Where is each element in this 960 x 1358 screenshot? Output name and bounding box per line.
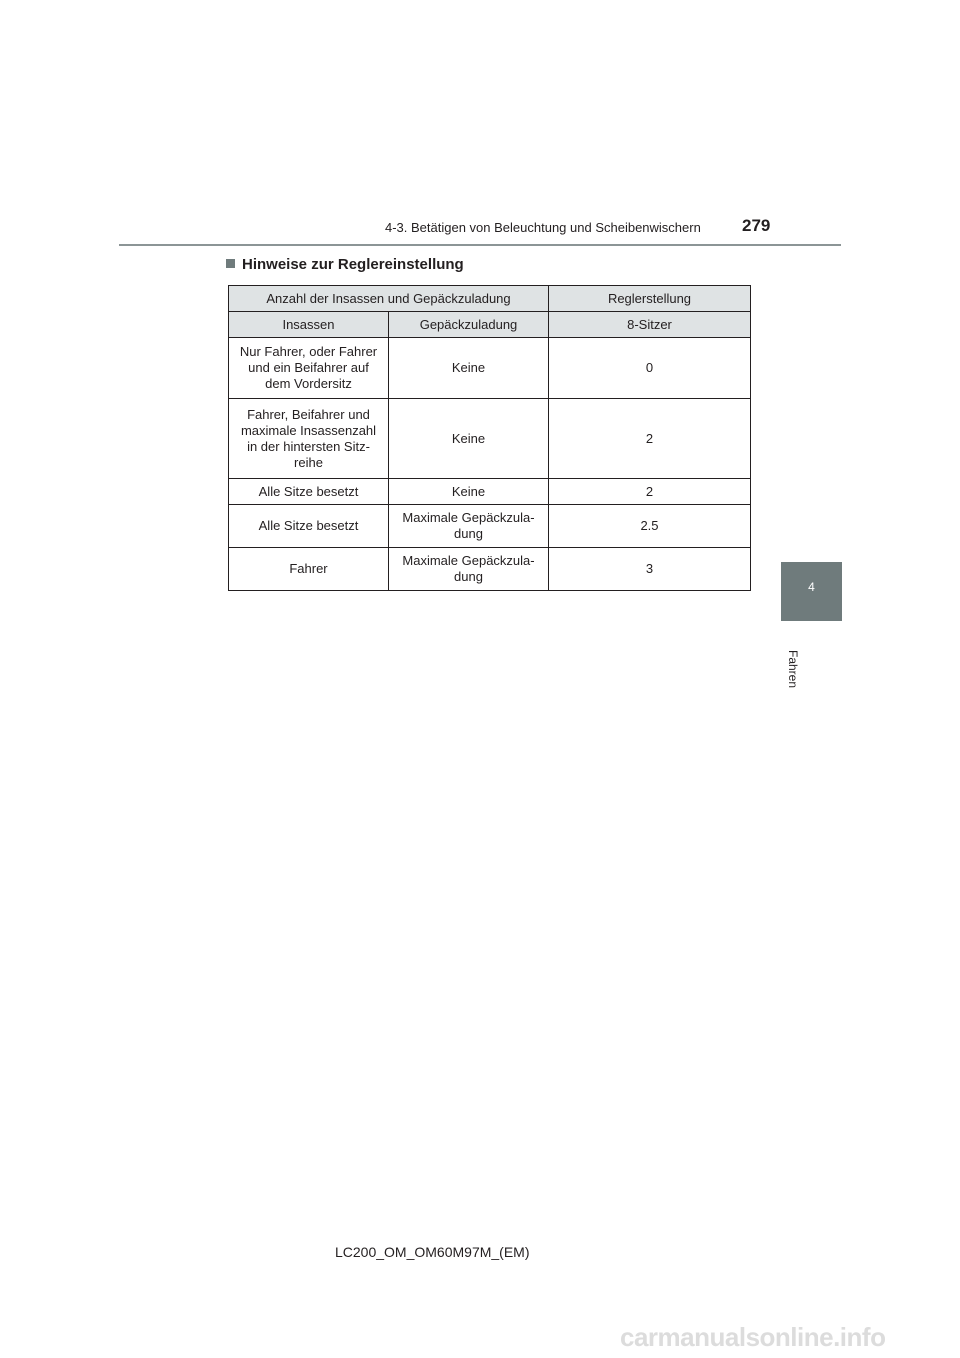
cell-luggage: Maximale Gepäckzula-dung: [389, 505, 549, 548]
adjustment-table: [228, 285, 751, 591]
table-row: [229, 479, 751, 505]
cell-setting: 2: [549, 399, 751, 479]
cell-luggage: Maximale Gepäckzula-dung: [389, 548, 549, 591]
header-occupants-luggage: Anzahl der Insassen und Gepäckzuladung: [229, 286, 549, 312]
chapter-tab: [781, 562, 842, 621]
cell-occupants: Nur Fahrer, oder Fahrer und ein Beifahrer auf dem Vordersitz: [229, 338, 389, 399]
cell-setting: 2: [549, 479, 751, 505]
cell-occupants: Fahrer, Beifahrer und maximale Insassenzahl in der hintersten Sitz-reihe: [229, 399, 389, 479]
watermark: carmanualsonline.info: [620, 1322, 886, 1352]
chapter-number: 4: [808, 580, 815, 594]
cell-setting: 3: [549, 548, 751, 591]
cell-setting: 0: [549, 338, 751, 399]
cell-occupants: Alle Sitze besetzt: [229, 479, 389, 505]
table-row: [229, 505, 751, 548]
cell-luggage: Keine: [389, 338, 549, 399]
square-bullet-icon: [226, 259, 235, 268]
header-regulator-setting: Reglerstellung: [549, 286, 751, 312]
page-number: 279: [742, 216, 771, 235]
section-heading-text: Hinweise zur Reglereinstellung: [242, 256, 464, 273]
cell-setting: 2.5: [549, 505, 751, 548]
header-seats: 8-Sitzer: [549, 312, 751, 338]
header-divider: [119, 244, 841, 246]
header-section-title: 4-3. Betätigen von Beleuchtung und Scheibenwischern: [385, 220, 701, 235]
table-row: [229, 399, 751, 479]
chapter-label: Fahren: [786, 650, 800, 689]
document-code: LC200_OM_OM60M97M_(EM): [335, 1244, 530, 1260]
cell-luggage: Keine: [389, 399, 549, 479]
cell-luggage: Keine: [389, 479, 549, 505]
section-heading: [226, 256, 464, 273]
table-subheader-row: [229, 312, 751, 338]
table-row: [229, 548, 751, 591]
header-occupants: Insassen: [229, 312, 389, 338]
cell-occupants: Fahrer: [229, 548, 389, 591]
table-row: [229, 338, 751, 399]
table-header-row: [229, 286, 751, 312]
cell-occupants: Alle Sitze besetzt: [229, 505, 389, 548]
header-luggage: Gepäckzuladung: [389, 312, 549, 338]
